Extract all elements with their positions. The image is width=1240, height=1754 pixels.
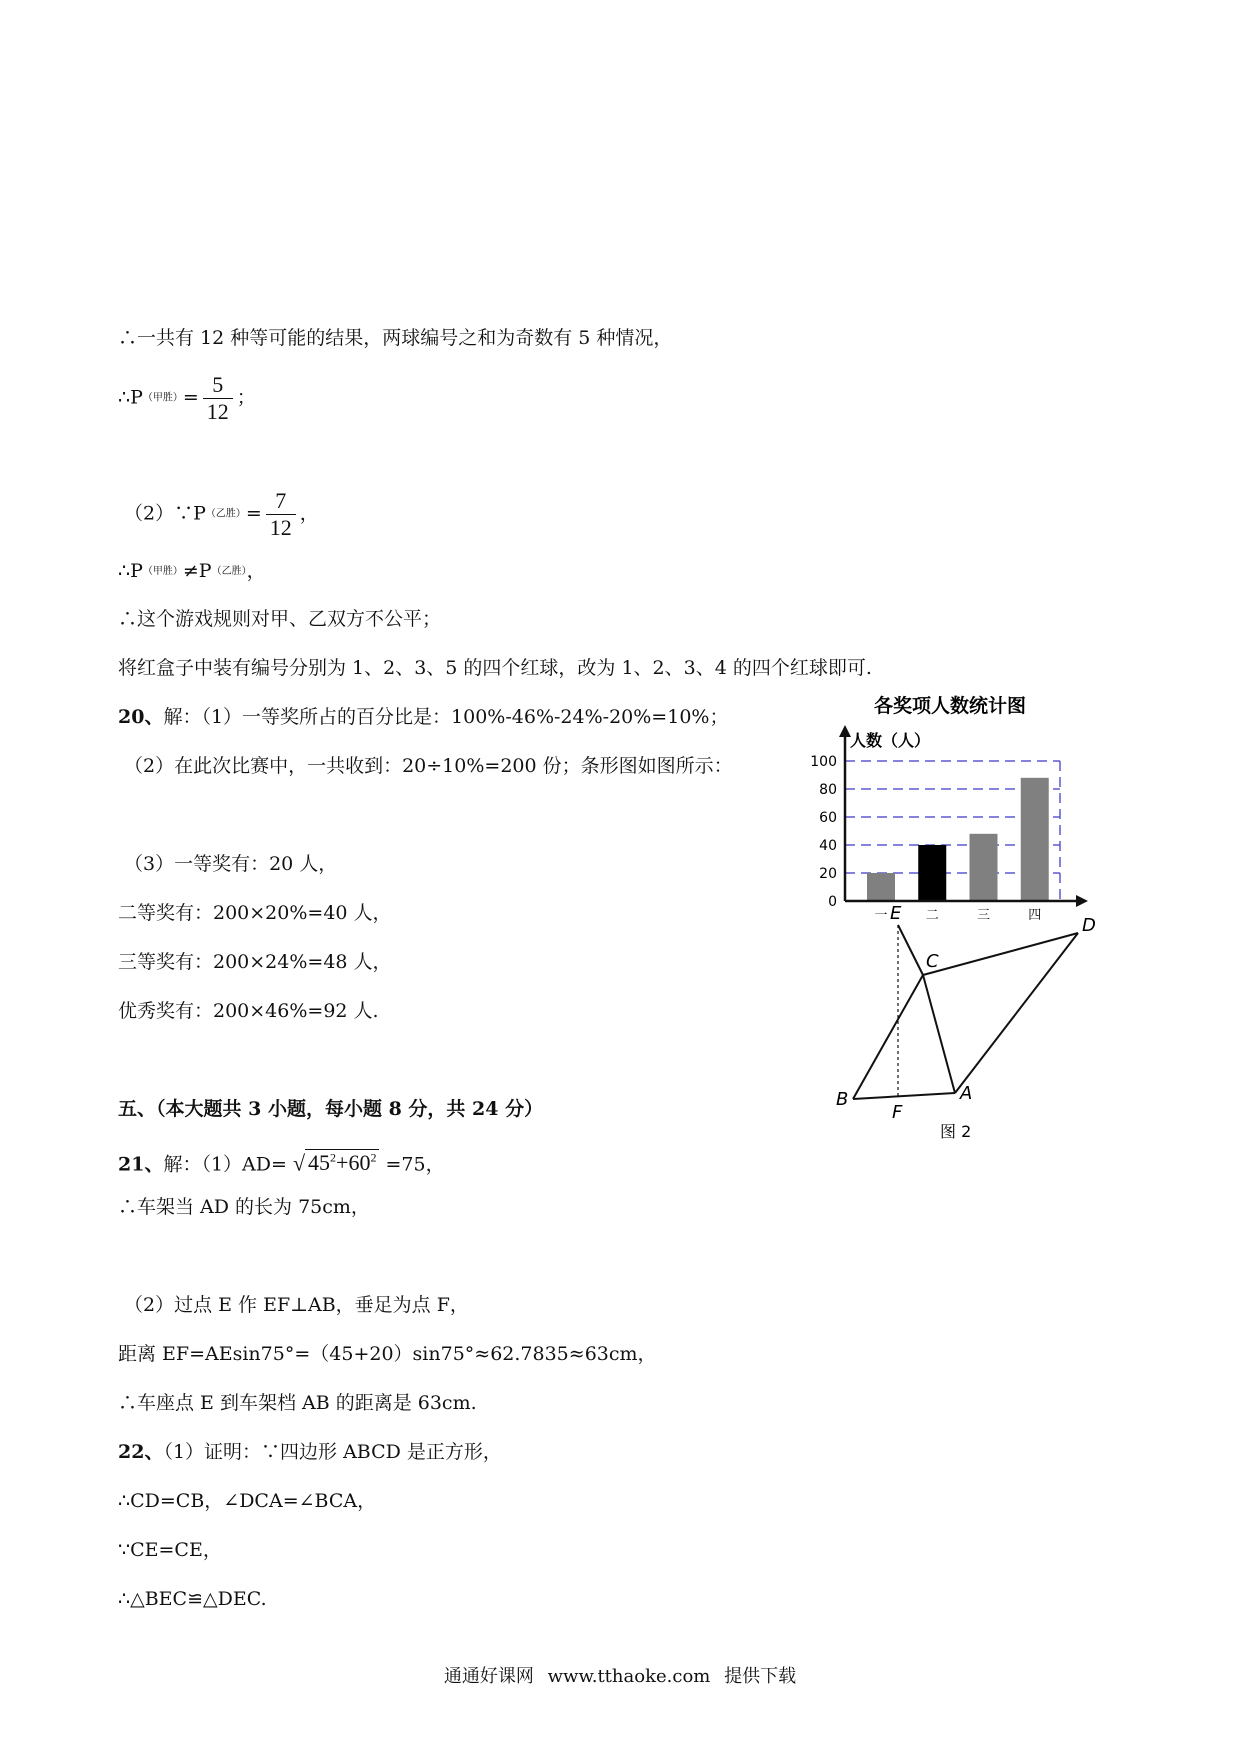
text-line-22: ∴△BEC≌△DEC. — [118, 1588, 267, 1610]
page-footer — [0, 1662, 1240, 1688]
bar-1 — [867, 873, 895, 901]
footer-url[interactable]: www.tthaoke.com — [547, 1666, 711, 1687]
point-label-c: C — [926, 951, 939, 972]
semicolon: ； — [236, 386, 256, 409]
bar-3 — [970, 834, 998, 901]
p-prefix: （2）∵P — [124, 502, 206, 525]
text-line-16: （2）过点 E 作 EF⊥AB，垂足为点 F， — [124, 1294, 469, 1316]
comma: ， — [246, 560, 266, 582]
diagram-caption: 图 2 — [940, 1122, 972, 1141]
p-subscript: （乙胜） — [211, 566, 247, 577]
text-line-1: ∴一共有 12 种等可能的结果，两球编号之和为奇数有 5 种情况， — [118, 327, 673, 349]
bar-4 — [1021, 778, 1049, 901]
text-line-18: ∴车座点 E 到车架档 AB 的距离是 63cm. — [118, 1392, 477, 1414]
point-label-e: E — [890, 903, 902, 924]
probability-yi — [124, 488, 319, 541]
fraction-numerator: 7 — [266, 488, 296, 515]
text-line-9: （3）一等奖有：20 人， — [124, 853, 338, 875]
point-label-b: B — [836, 1089, 849, 1110]
radicand-a: 45 — [308, 1150, 331, 1176]
p-subscript: （甲胜） — [142, 566, 183, 577]
text-line-10: 二等奖有：200×20%=40 人， — [118, 902, 392, 924]
text-line-8: （2）在此次比赛中，一共收到：20÷10%=200 份；条形图如图所示： — [124, 755, 733, 777]
text-line-6: 将红盒子中装有编号分别为 1、2、3、5 的四个红球，改为 1、2、3、4 的四个红球即可. — [118, 657, 872, 679]
question-number: 22、 — [118, 1441, 164, 1463]
exponent: 2 — [370, 1151, 377, 1165]
chart-ylabel: 人数（人） — [850, 731, 931, 750]
bar-chart — [790, 688, 1110, 923]
segment-ba — [853, 1093, 955, 1099]
segment-cd — [923, 933, 1078, 975]
question-number: 21、 — [118, 1153, 164, 1176]
exponent: 2 — [330, 1151, 337, 1165]
y-tick-label: 80 — [819, 782, 837, 798]
y-tick-label: 60 — [819, 810, 837, 826]
text-part: （1）证明：∵四边形 ABCD 是正方形， — [163, 1441, 502, 1463]
x-category-label: 四 — [1028, 908, 1042, 923]
question-number: 20、 — [118, 706, 164, 728]
equals: = — [182, 386, 199, 409]
y-tick-label: 20 — [819, 866, 837, 882]
p-prefix: ∴P — [118, 386, 143, 409]
segment-cb — [853, 975, 923, 1099]
text-line-11: 三等奖有：200×24%=48 人， — [118, 951, 392, 973]
text-line-21: ∵CE=CE， — [118, 1539, 222, 1561]
text-part: 解：（1）AD= — [163, 1153, 287, 1176]
point-label-f: F — [892, 1102, 903, 1123]
text-line-15: ∴车架当 AD 的长为 75cm， — [118, 1196, 370, 1218]
radicand-b: +60 — [336, 1150, 371, 1176]
text-part: 解：（1）一等奖所占的百分比是：100%-46%-24%-20%=10%； — [163, 706, 729, 728]
p-subscript: （甲胜） — [142, 392, 183, 404]
chart-ticks — [810, 754, 837, 910]
geometry-diagram — [810, 905, 1130, 1145]
fraction-denominator: 12 — [206, 399, 229, 424]
p-subscript: （乙胜） — [205, 508, 246, 520]
point-label-a: A — [960, 1083, 973, 1104]
footer-download-text: 提供下载 — [724, 1666, 797, 1687]
square-root: √ $45^2+60^2$ — [293, 1149, 380, 1175]
radicand — [305, 1149, 379, 1175]
footer-site-name: 通通好课网 — [443, 1666, 534, 1687]
point-label-d: D — [1082, 915, 1096, 936]
x-category-label: 一 — [874, 908, 888, 923]
fraction-numerator: 5 — [203, 372, 233, 399]
y-tick-label: 40 — [819, 838, 837, 854]
comma: ， — [299, 502, 319, 525]
y-tick-label: 100 — [810, 754, 837, 770]
equals: = — [245, 502, 262, 525]
text-part: ≠P — [182, 560, 212, 582]
section-heading: 五、（本大题共 3 小题，每小题 8 分，共 24 分） — [118, 1098, 544, 1120]
probability-not-equal — [118, 559, 266, 584]
segment-ca — [923, 975, 955, 1093]
chart-bars — [867, 778, 1049, 901]
chart-title: 各奖项人数统计图 — [873, 695, 1027, 717]
question-22 — [118, 1440, 502, 1464]
probability-jia — [118, 372, 256, 425]
x-category-label: 三 — [976, 908, 991, 923]
segment-da — [955, 933, 1078, 1093]
fraction-denominator: 12 — [269, 515, 292, 540]
text-part: ∴P — [118, 560, 143, 582]
text-line-5: ∴这个游戏规则对甲、乙双方不公平； — [118, 608, 442, 630]
fraction — [203, 372, 233, 425]
text-line-17: 距离 EF=AEsin75°=（45+20）sin75°≈62.7835≈63cm， — [118, 1343, 657, 1365]
bar-2 — [918, 845, 946, 901]
question-21 — [118, 1146, 445, 1176]
segment-ec — [898, 925, 923, 975]
fraction — [266, 488, 296, 541]
x-category-label: 二 — [925, 908, 939, 923]
text-line-12: 优秀奖有：200×46%=92 人. — [118, 1000, 379, 1022]
y-tick-label: 0 — [828, 894, 837, 910]
text-part: =75， — [385, 1153, 445, 1176]
text-line-20: ∴CD=CB，∠DCA=∠BCA， — [118, 1490, 377, 1512]
question-20 — [118, 705, 728, 729]
